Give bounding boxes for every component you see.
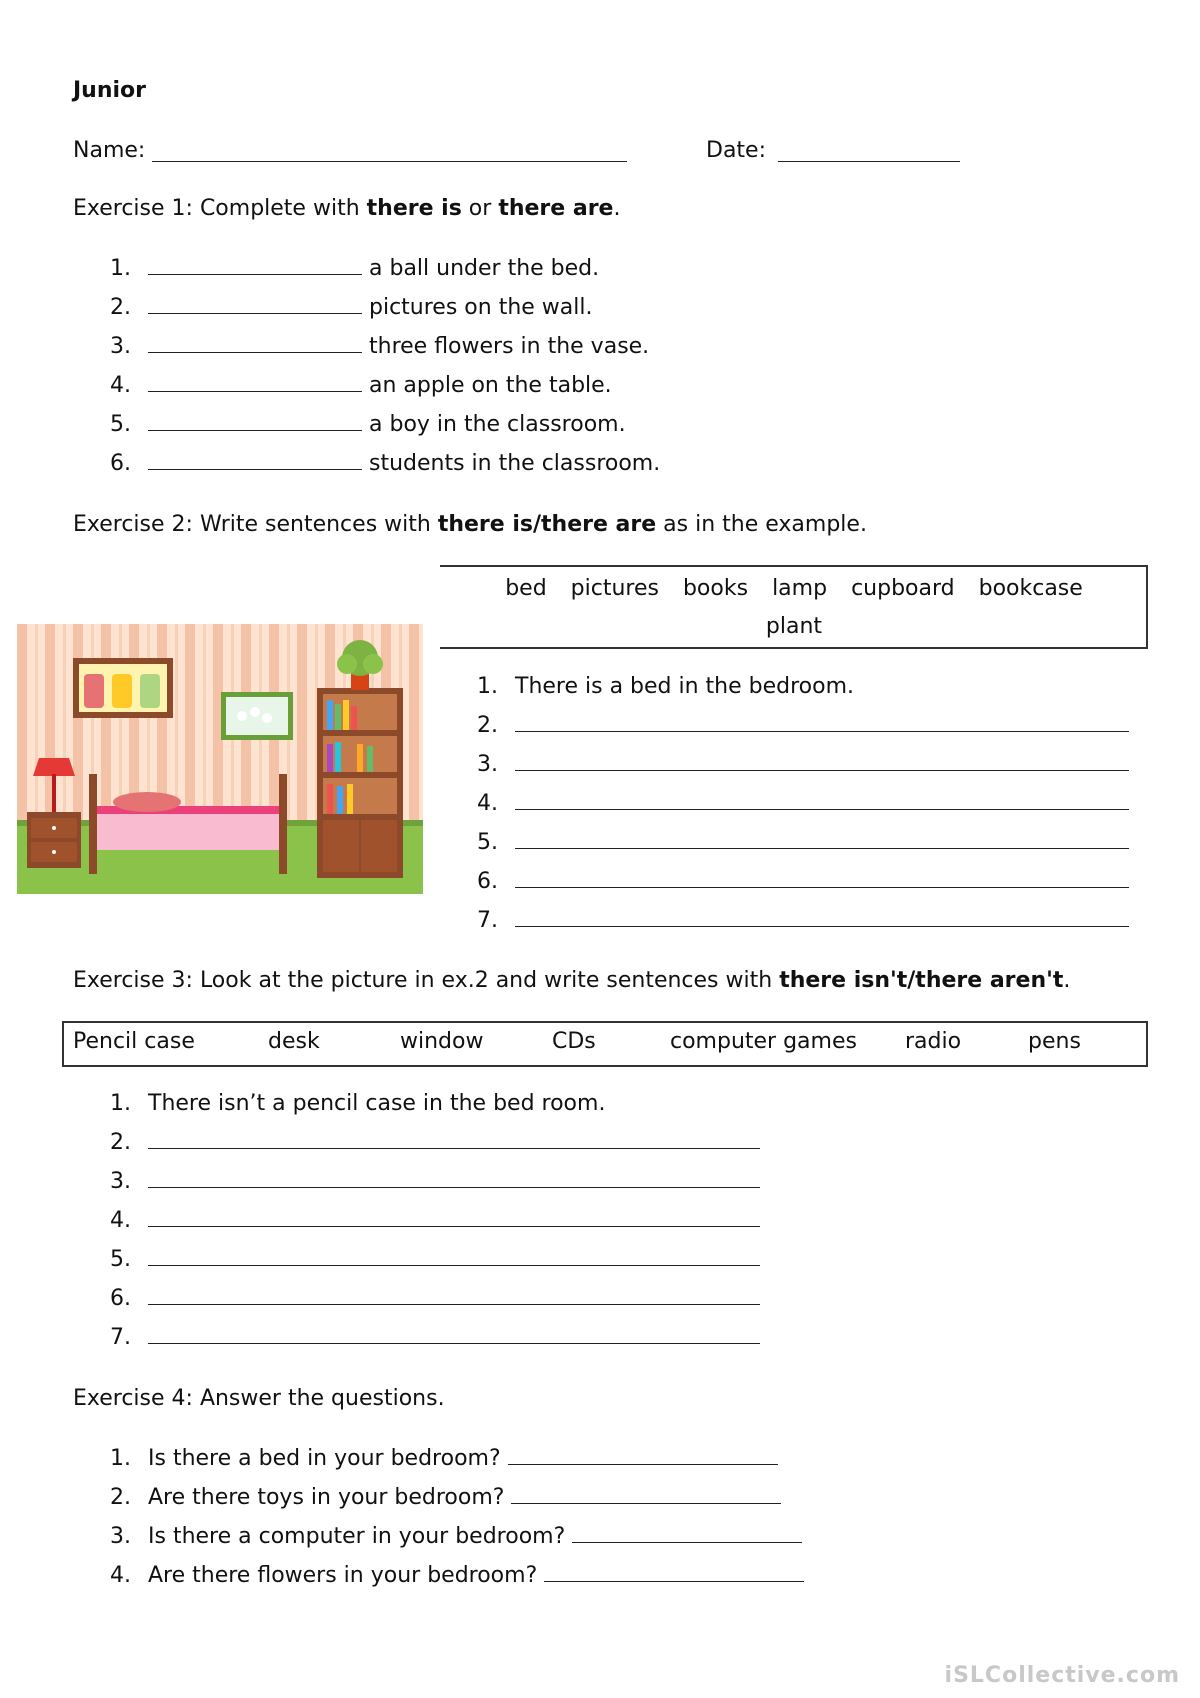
answer-blank[interactable] <box>148 332 362 353</box>
answer-line[interactable] <box>148 1128 760 1149</box>
list-item: 1. Is there a bed in your bedroom? <box>110 1444 778 1474</box>
list-item: 5. a boy in the classroom. <box>110 412 626 437</box>
word-lamp: lamp <box>772 576 828 601</box>
watermark: iSLCollective.com <box>944 1663 1180 1688</box>
name-field[interactable] <box>152 161 627 162</box>
example-sentence: There isn’t a pencil case in the bed room. <box>148 1091 606 1116</box>
word-computer-games: computer games <box>670 1029 857 1054</box>
word-bookcase: bookcase <box>978 576 1083 601</box>
list-item: 6. <box>110 1284 760 1314</box>
list-item: 3. three flowers in the vase. <box>110 334 650 359</box>
answer-line[interactable] <box>544 1561 804 1582</box>
list-item: 3. <box>110 1167 760 1197</box>
answer-line[interactable] <box>148 1167 760 1188</box>
answer-blank[interactable] <box>148 410 362 431</box>
word-pictures: pictures <box>570 576 659 601</box>
list-item: 7. <box>477 906 1129 936</box>
example-sentence: There is a bed in the bedroom. <box>515 674 855 699</box>
list-item: 7. <box>110 1323 760 1353</box>
bedroom-illustration <box>17 624 423 894</box>
answer-line[interactable] <box>515 789 1129 810</box>
word-bank-ex2 <box>440 570 1148 646</box>
word-desk: desk <box>268 1029 320 1054</box>
answer-line[interactable] <box>515 906 1129 927</box>
exercise-4-title: Exercise 4: Answer the questions. <box>73 1386 445 1411</box>
list-item: 1. There isn’t a pencil case in the bed room. <box>110 1091 606 1116</box>
answer-blank[interactable] <box>148 254 362 275</box>
exercise-2-title: Exercise 2: Write sentences with there is/there are as in the example. <box>73 512 867 537</box>
list-item: 2. <box>477 711 1129 741</box>
word-cds: CDs <box>552 1029 596 1054</box>
list-item: 2. pictures on the wall. <box>110 295 593 320</box>
answer-line[interactable] <box>148 1284 760 1305</box>
word-books: books <box>682 576 749 601</box>
word-box-ex3 <box>62 1021 1148 1067</box>
list-item: 2. Are there toys in your bedroom? <box>110 1483 781 1513</box>
list-item: 5. <box>110 1245 760 1275</box>
answer-line[interactable] <box>515 828 1129 849</box>
word-radio: radio <box>905 1029 962 1054</box>
answer-line[interactable] <box>148 1206 760 1227</box>
date-label: Date: <box>706 138 766 163</box>
word-pens: pens <box>1028 1029 1081 1054</box>
answer-line[interactable] <box>148 1323 760 1344</box>
word-bed: bed <box>505 576 547 601</box>
list-item: 5. <box>477 828 1129 858</box>
exercise-3-title: Exercise 3: Look at the picture in ex.2 and write sentences with there isn't/there aren't. <box>73 968 1071 993</box>
answer-line[interactable] <box>511 1483 781 1504</box>
answer-line[interactable] <box>508 1444 778 1465</box>
word-plant: plant <box>765 614 823 639</box>
answer-line[interactable] <box>148 1245 760 1266</box>
list-item: 4. <box>477 789 1129 819</box>
answer-blank[interactable] <box>148 293 362 314</box>
exercise-1-title: Exercise 1: Complete with there is or there are. <box>73 196 621 221</box>
list-item: 6. <box>477 867 1129 897</box>
list-item: 3. Is there a computer in your bedroom? <box>110 1522 802 1552</box>
list-item: 6. students in the classroom. <box>110 451 661 476</box>
answer-line[interactable] <box>515 711 1129 732</box>
answer-blank[interactable] <box>148 371 362 392</box>
word-pencil-case: Pencil case <box>73 1029 195 1054</box>
list-item: 2. <box>110 1128 760 1158</box>
word-window: window <box>400 1029 484 1054</box>
word-cupboard: cupboard <box>851 576 955 601</box>
name-label: Name: <box>73 138 146 163</box>
list-item: 3. <box>477 750 1129 780</box>
list-item: 4. <box>110 1206 760 1236</box>
list-item: 4. Are there flowers in your bedroom? <box>110 1561 804 1591</box>
list-item: 1. There is a bed in the bedroom. <box>477 674 855 699</box>
list-item: 4. an apple on the table. <box>110 373 612 398</box>
level-label: Junior <box>73 78 147 103</box>
date-field[interactable] <box>778 161 960 162</box>
answer-line[interactable] <box>515 867 1129 888</box>
answer-blank[interactable] <box>148 449 362 470</box>
list-item: 1. a ball under the bed. <box>110 256 600 281</box>
answer-line[interactable] <box>572 1522 802 1543</box>
answer-line[interactable] <box>515 750 1129 771</box>
